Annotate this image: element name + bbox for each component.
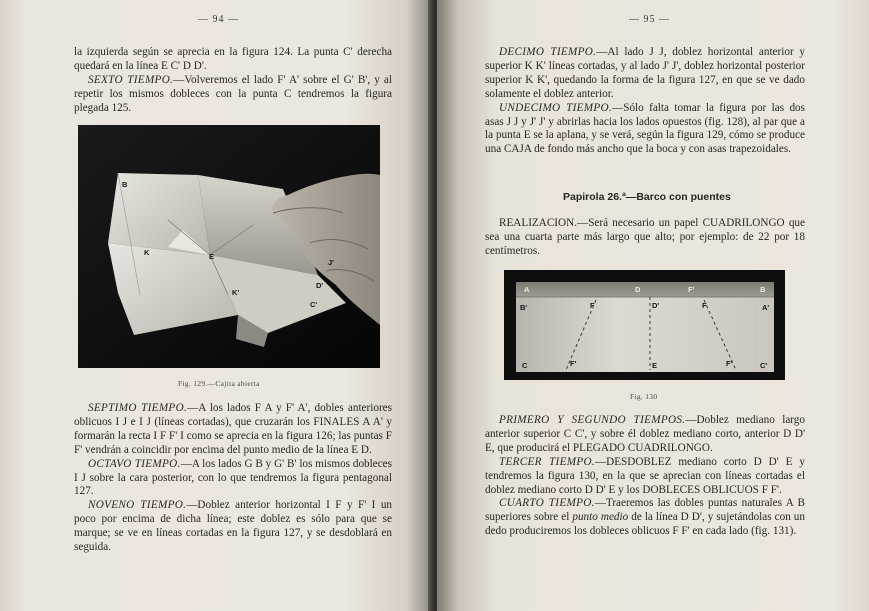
paragraph-sexto — [74, 74, 392, 116]
tiempo-lead: OCTAVO TIEMPO. — [88, 457, 181, 470]
paragraph-tercer — [485, 456, 805, 498]
fig-label: D' — [316, 281, 324, 290]
fig-label: D' — [652, 301, 660, 310]
section-heading: Papirola 26.ª—Barco con puentes — [563, 191, 731, 203]
tiempo-text: —A los lados F A y F' A', dobles anteriores oblicuos I J e I J (líneas cortadas), que cruzarán los FINALES A A' y formarán la recta I F F' I como se aprecia en la figura 126; las puntas F F' vendrán a coincidir por encima del punto medio de la línea E D. — [74, 402, 392, 456]
fig-label: B' — [520, 303, 528, 312]
tiempo-text: —Sólo falta tomar la figura por las dos asas J J y J' J' y abrirlas hacia los lados opuestos (fig. 128), al par que a la punta E se la aplana, y se verá, según la figura 129, cómo se produce una CAJA de fondo más ancho que la boca y con asas trapezoidales. — [485, 101, 805, 156]
tiempo-text: —Doblez mediano largo anterior superior C C', y sobre él doblez mediano corto, anterior D D' E, que producirá el PLEGADO CUADRILONGO. — [485, 414, 805, 454]
fig-label: K' — [232, 288, 240, 297]
folded-sheet-illustration — [504, 270, 785, 380]
tiempo-text: —Volveremos el lado F' A' sobre el G' B', y al repetir los mismos dobleces con la punta C tendremos la figura plegada 125. — [74, 73, 392, 114]
paragraph-septimo — [74, 402, 392, 458]
figure-caption: Fig. 129.—Cajita abierta — [178, 379, 260, 388]
figure-photo-sheet — [504, 270, 785, 380]
fig-label: K — [144, 248, 150, 257]
tiempo-text: —A los lados G B y G' B' los mismos dobleces I J sobre la cara posterior, con lo que tendremos la figura pentagonal 127. — [74, 457, 392, 498]
text-block-bottom — [485, 414, 805, 539]
tiempo-text: —Traeremos las dobles puntas naturales A B superiores sobre el — [485, 497, 805, 524]
paragraph-cuarto — [485, 497, 805, 539]
fig-label: F — [702, 301, 707, 310]
fig-label: F' — [726, 359, 733, 368]
tiempo-text: —Doblez anterior horizontal I F y F' I un poco por encima de dicha línea; este doblez es sólo para que se marque; se ve en líneas cortadas en la figura 127, y se desdoblará en seguida. — [74, 499, 393, 554]
fig-label: F' — [688, 285, 695, 294]
text-block-top — [485, 46, 805, 157]
text-block-realizacion — [485, 217, 805, 259]
figure-caption: Fig. 130 — [630, 392, 658, 401]
paragraph-noveno — [74, 499, 392, 555]
fig-label: F — [590, 301, 595, 310]
fig-label: E — [652, 361, 658, 370]
tiempo-lead: SEXTO TIEMPO. — [88, 73, 174, 86]
tiempo-lead: SEPTIMO TIEMPO. — [88, 402, 188, 414]
fig-label: A' — [762, 303, 770, 312]
left-page — [0, 0, 432, 611]
text-block-top — [74, 46, 392, 116]
tiempo-text: —Será necesario un papel CUADRILONGO que sea una cuarta parte más largo que alto; por ejemplo: de 22 por 18 centímetros. — [485, 217, 805, 257]
tiempo-text: —Al lado J J, doblez horizontal anterior y superior K K' líneas cortadas, y al lado J' J', doblez horizontal posterior superior K K', quedando la forma de la figura 127, en que se ve dado solamente el doblez anterior. — [485, 46, 805, 100]
tiempo-text: de la línea D D', y sujetándolas con un dedo produciremos los dobleces oblicuos F F' en cada lado (fig. 131). — [485, 511, 805, 538]
fig-label: B — [760, 285, 766, 294]
text-block-bottom — [74, 402, 392, 555]
tiempo-lead: UNDECIMO TIEMPO. — [499, 101, 613, 114]
fig-label: E — [209, 252, 215, 261]
fig-label: D — [635, 285, 641, 294]
fig-label: A — [524, 285, 530, 294]
fig-label: C' — [310, 300, 318, 309]
emphasis: punto medio — [572, 511, 629, 524]
fig-label: F' — [570, 359, 577, 368]
page-number: — 95 — — [629, 14, 670, 25]
fig-label: C' — [760, 361, 768, 370]
paper-sheet — [516, 296, 774, 372]
page-number: — 94 — — [198, 14, 239, 25]
tiempo-lead: DECIMO TIEMPO. — [499, 46, 597, 58]
box-photo-illustration — [78, 125, 380, 368]
fig-label: J' — [328, 258, 334, 267]
figure-photo-box — [78, 125, 380, 368]
paragraph-octavo — [74, 458, 392, 500]
paragraph: la izquierda según se aprecia en la figura 124. La punta C' derecha quedará en la línea E C' D D'. — [74, 46, 392, 72]
paragraph-undecimo — [485, 102, 805, 158]
fig-label: C — [522, 361, 528, 370]
fig-label: B — [122, 180, 128, 189]
tiempo-lead: REALIZACION. — [499, 217, 577, 229]
tiempo-text: —DESDOBLEZ mediano corto D D' E y tendremos la figura 130, en la que se aprecian con líneas cortadas el doblez mediano corto D D' E y los DOBLECES OBLICUOS F F'. — [485, 455, 805, 496]
tiempo-lead: PRIMERO Y SEGUNDO TIEMPOS. — [499, 414, 686, 426]
folded-strip — [516, 282, 774, 297]
paragraph-realizacion — [485, 217, 805, 259]
right-page — [437, 0, 869, 611]
tiempo-lead: NOVENO TIEMPO. — [88, 499, 187, 512]
tiempo-lead: TERCER TIEMPO. — [499, 455, 595, 468]
paragraph-decimo — [485, 46, 805, 102]
paragraph-primero — [485, 414, 805, 456]
tiempo-lead: CUARTO TIEMPO. — [499, 497, 595, 510]
